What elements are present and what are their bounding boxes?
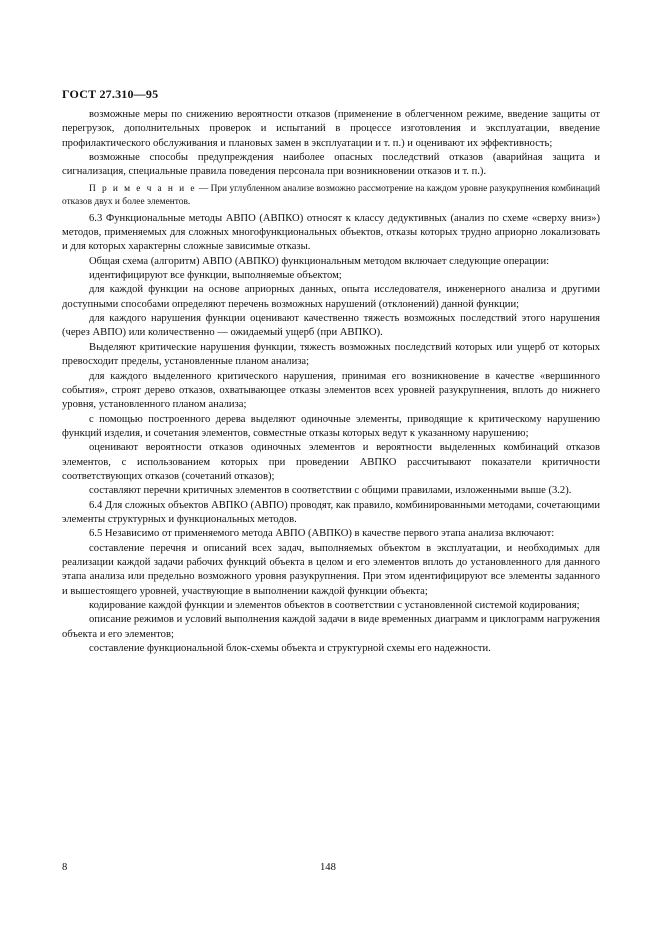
paragraph: идентифицируют все функции, выполняемые объектом; bbox=[89, 270, 342, 282]
paragraph: составляют перечни критичных элементов в соответствии с общими правилами, изложенными выше (3.2). bbox=[89, 485, 572, 497]
paragraph: 6.4 Для сложных объектов АВПКО (АВПО) проводят, как правило, комбинированными методами, сочетающими элементы структурных и функциональных методов. bbox=[62, 499, 600, 525]
paragraph: возможные способы предупреждения наиболее опасных последствий отказов (аварийная защита и сигнализация, специальные правила поведения персонала при возникновении отказов и т. п.). bbox=[62, 152, 600, 178]
document-body bbox=[62, 108, 600, 656]
paragraph: составление перечня и описаний всех задач, выполняемых объектом в эксплуатации, и необходимых для реализации каждой задачи рабочих функций объекта в целом и его элементов вплоть до установленного для данного этапа анализа или предельно возможного уровня разукрупнения. При этом идентифицируют все элементы заданного и вышестоящего уровней, участвующие в выполнении каждой функции объекта; bbox=[62, 542, 600, 597]
note bbox=[62, 183, 600, 209]
note-label: П р и м е ч а н и е bbox=[89, 183, 197, 194]
paragraph: возможные меры по снижению вероятности отказов (применение в облегченном режиме, введение защиты от перегрузок, дополнительных проверок и испытаний в процессе изготовления и эксплуатации, введение профилактического обслуживания и плановых замен в эксплуатации и т. п.) и оценивают их эффективность; bbox=[62, 109, 600, 149]
paragraph: Выделяют критические нарушения функции, тяжесть возможных последствий которых или ущерб от которых превосходит пределы, установленные планом анализа; bbox=[62, 341, 600, 368]
paragraph: для каждой функции на основе априорных данных, опыта исследователя, инженерного анализа и другими доступными способами определяют перечень возможных нарушений (отклонений) данной функции; bbox=[62, 284, 600, 310]
paragraph: с помощью построенного дерева выделяют одиночные элементы, приводящие к критическому нарушению функций изделия, и сочетания элементов, совместные отказы которых ведут к указанному нарушению; bbox=[62, 413, 600, 439]
paragraph: кодирование каждой функции и элементов объектов в соответствии с установленной системой кодирования; bbox=[89, 600, 580, 611]
paragraph: описание режимов и условий выполнения каждой задачи в виде временных диаграмм и циклограмм нагружения объекта и его элементов; bbox=[62, 614, 600, 640]
paragraph: для каждого нарушения функции оценивают качественно тяжесть возможных последствий этого нарушения (через АВПО) или количественно — ожидаемый ущерб (при АВПКО). bbox=[62, 313, 600, 339]
paragraph: оценивают вероятности отказов одиночных элементов и вероятности выделенных комбинаций отказов элементов, с использованием которых при проведении АВПКО рассчитывают показатели критичности соответствующих отказов (сочетаний отказов); bbox=[62, 442, 600, 482]
paragraph: 6.3 Функциональные методы АВПО (АВПКО) относят к классу дедуктивных (анализ по схеме «сверху вниз») методов, применяемых для сложных многофункциональных объектов, отказы которых трудно априорно локализовать и для которых характерны сложные зависимые отказы. bbox=[62, 212, 600, 253]
paragraph: Общая схема (алгоритм) АВПО (АВПКО) функциональным методом включает следующие операции: bbox=[89, 255, 550, 267]
paragraph: 6.5 Независимо от применяемого метода АВПО (АВПКО) в качестве первого этапа анализа включают: bbox=[89, 528, 555, 540]
paragraph: составление функциональной блок-схемы объекта и структурной схемы его надежности. bbox=[89, 643, 491, 655]
note-text: — При углубленном анализе возможно рассмотрение на каждом уровне разукрупнения комбинаций отказов двух и более элементов. bbox=[62, 183, 600, 207]
document-header: ГОСТ 27.310—95 bbox=[62, 87, 159, 101]
page-number: 8 bbox=[62, 862, 68, 873]
sheet-number: 148 bbox=[320, 862, 336, 873]
paragraph: для каждого выделенного критического нарушения, принимая его возникновение в качестве «вершинного события», строят дерево отказов, охватывающее отказы элементов всех уровней разукрупнения, вплоть до нижнего уровня, установленного планом анализа; bbox=[62, 370, 600, 411]
